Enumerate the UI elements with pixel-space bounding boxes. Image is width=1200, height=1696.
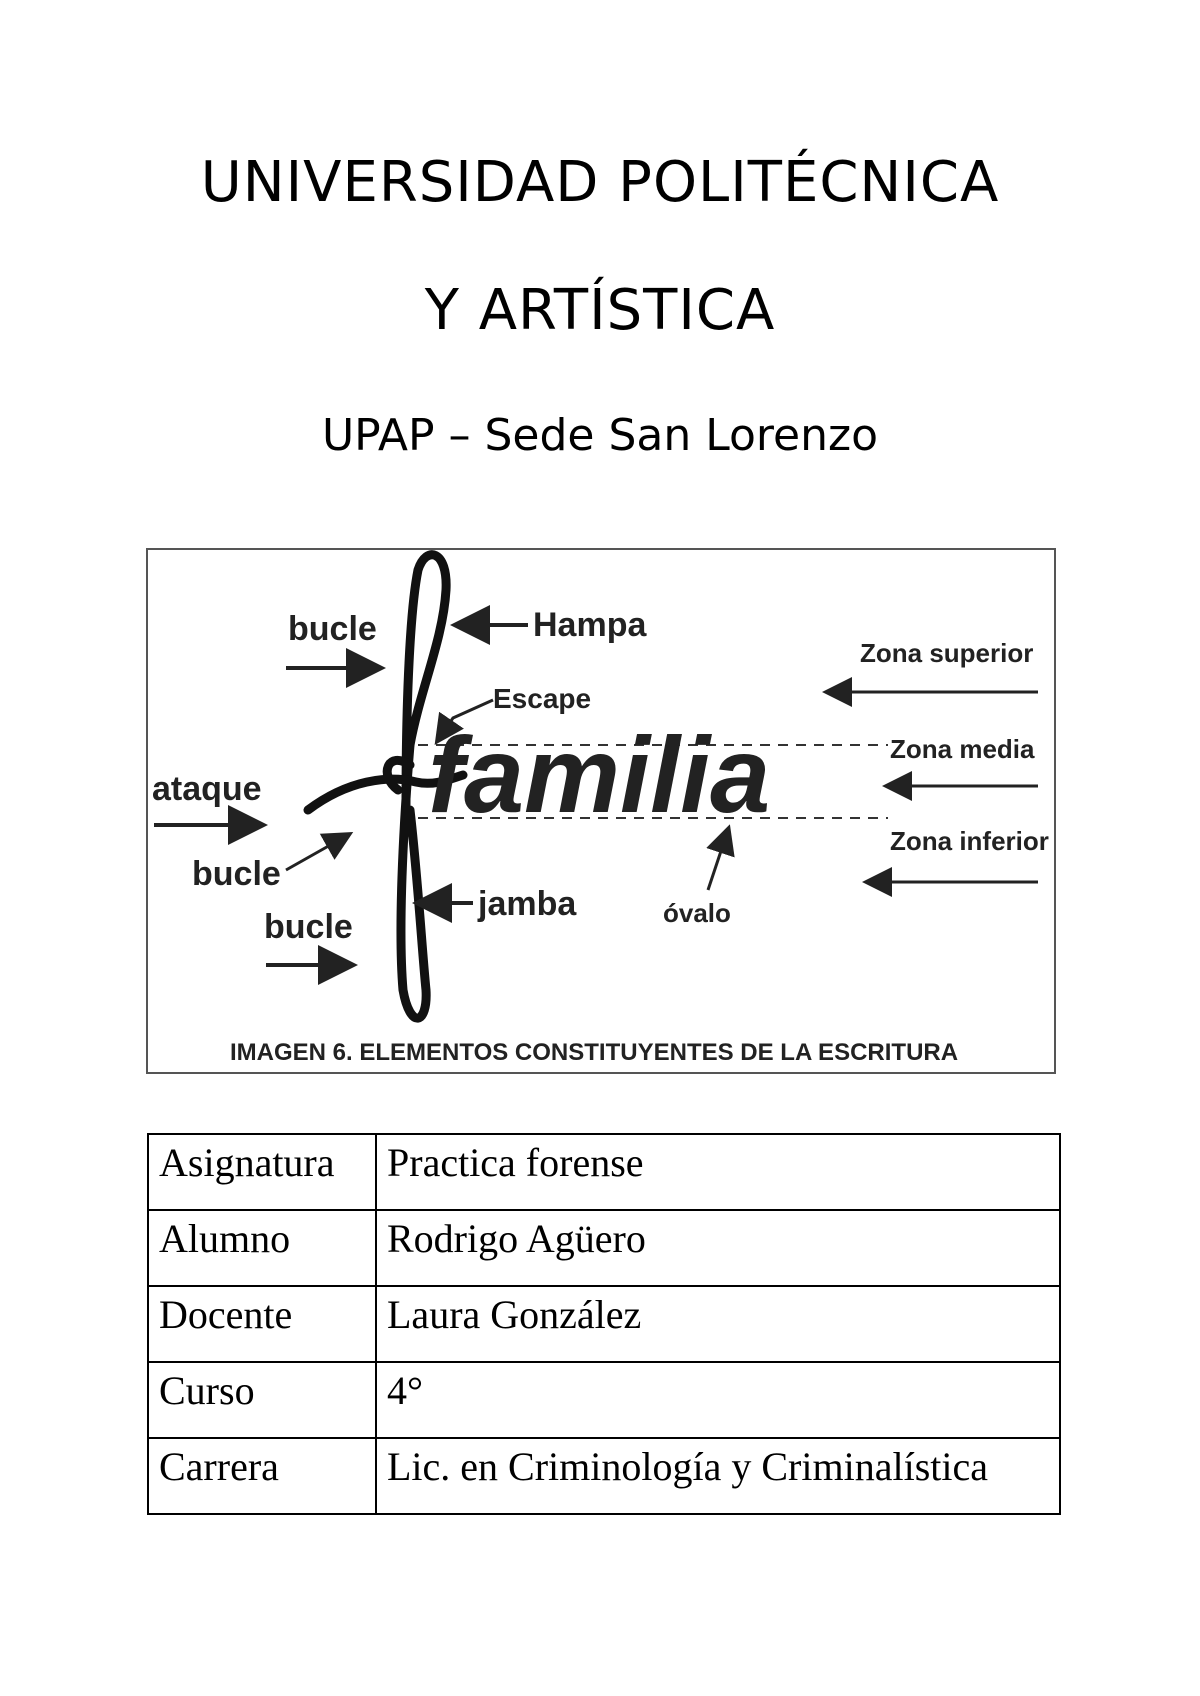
row-value: 4°	[376, 1362, 1060, 1438]
row-label: Asignatura	[148, 1134, 376, 1210]
label-zona-superior: Zona superior	[860, 638, 1034, 668]
label-bucle-mid: bucle	[192, 855, 281, 893]
row-value: Lic. en Criminología y Criminalística	[376, 1438, 1060, 1514]
label-ataque: ataque	[152, 770, 262, 808]
table-row	[148, 1286, 1060, 1362]
title-line-2: Y ARTÍSTICA	[424, 278, 776, 343]
handwriting-diagram	[148, 550, 1054, 1072]
label-hampa: Hampa	[533, 606, 647, 644]
row-value: Rodrigo Agüero	[376, 1210, 1060, 1286]
row-label: Alumno	[148, 1210, 376, 1286]
label-escape: Escape	[493, 683, 592, 714]
row-value: Laura González	[376, 1286, 1060, 1362]
handwriting-word: familia	[428, 714, 771, 835]
row-label: Carrera	[148, 1438, 376, 1514]
table-row	[148, 1134, 1060, 1210]
label-bucle-top: bucle	[288, 610, 377, 648]
table-row	[148, 1210, 1060, 1286]
table-row	[148, 1438, 1060, 1514]
label-jamba: jamba	[478, 885, 577, 923]
student-info-table	[147, 1133, 1061, 1515]
title-line-1: UNIVERSIDAD POLITÉCNICA	[200, 150, 1000, 215]
label-ovalo: óvalo	[663, 898, 731, 928]
row-label: Curso	[148, 1362, 376, 1438]
row-label: Docente	[148, 1286, 376, 1362]
handwriting-elements-figure	[146, 548, 1056, 1074]
figure-caption: IMAGEN 6. ELEMENTOS CONSTITUYENTES DE LA ESCRITURA	[230, 1039, 959, 1066]
label-zona-media: Zona media	[890, 734, 1035, 764]
table-row	[148, 1362, 1060, 1438]
row-value: Practica forense	[376, 1134, 1060, 1210]
subtitle-campus: UPAP – Sede San Lorenzo	[321, 410, 879, 461]
label-bucle-bottom: bucle	[264, 908, 353, 946]
label-zona-inferior: Zona inferior	[890, 826, 1049, 856]
